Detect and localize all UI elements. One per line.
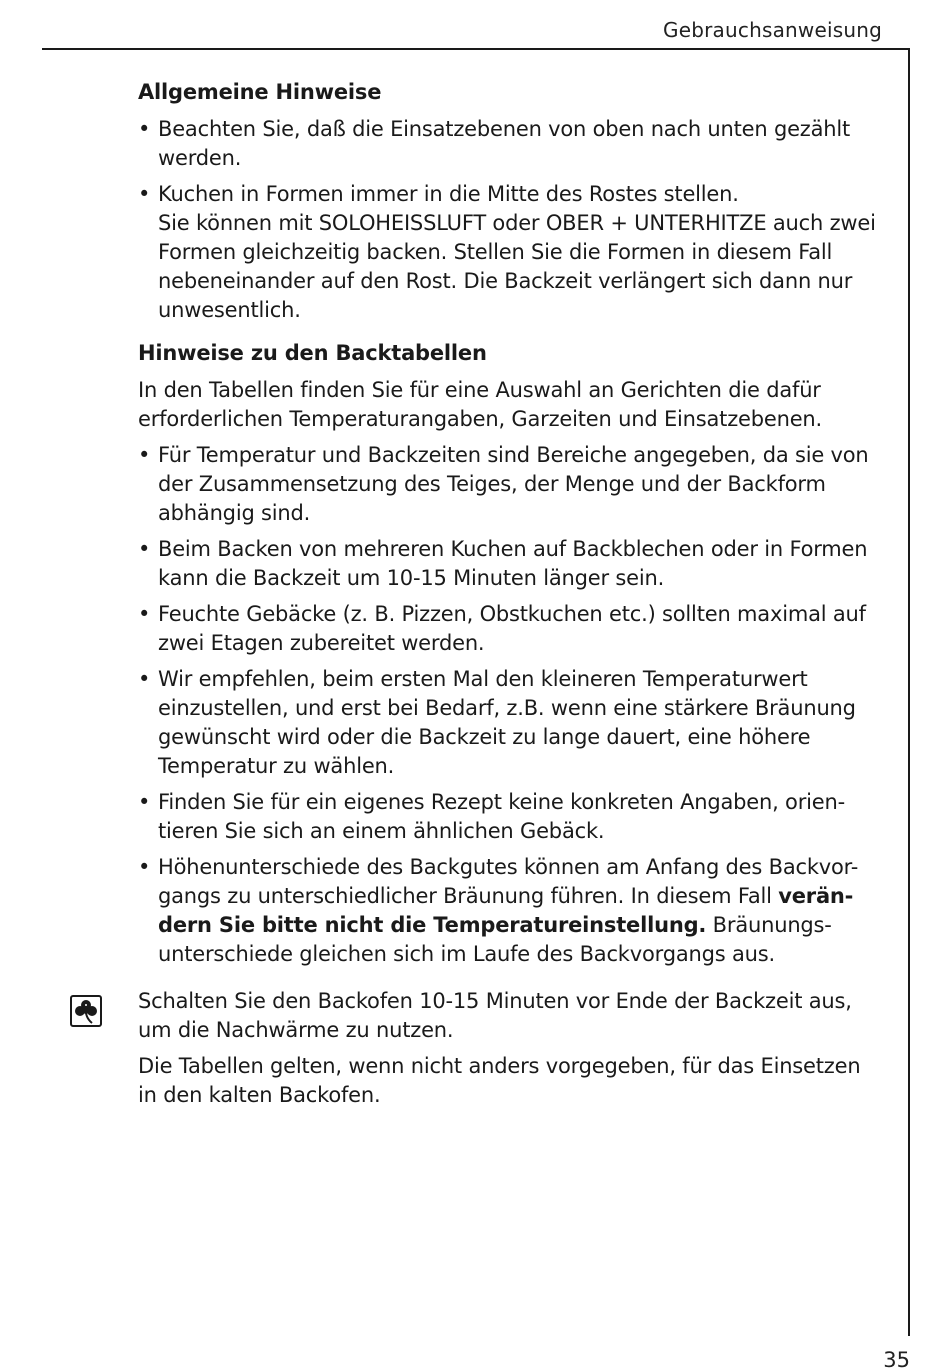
intro-paragraph: In den Tabellen finden Sie für eine Auswahl an Gerichten die dafür erforderlichen Temperaturangaben, Garzeiten und Einsatzebenen.: [138, 378, 823, 431]
list-item: [138, 115, 880, 173]
list-item-text: Beim Backen von mehreren Kuchen auf Backblechen oder in Formen kann die Backzeit um 10-15 Minuten länger sein.: [158, 537, 868, 590]
emphasis-text: verän-dern Sie bitte nicht die Temperatureinstellung.: [158, 884, 854, 937]
list-item-text: Wir empfehlen, beim ersten Mal den kleineren Temperaturwert einzustellen, und erst bei Bedarf, z.B. wenn eine stärkere Bräunung gewünscht wird oder die Backzeit zu lange dauert, eine höhere Temperatur zu wählen.: [158, 667, 856, 778]
list-item-text-before: Höhenunterschiede des Backgutes können am Anfang des Backvor-gangs zu unterschiedlicher Bräunung führen. In diesem Fall: [158, 855, 859, 908]
general-notes-list: [138, 115, 880, 325]
margin-rule: [908, 48, 910, 1336]
list-item: [138, 441, 880, 528]
list-item: [138, 180, 880, 325]
list-item: [138, 788, 880, 846]
list-item: [138, 535, 880, 593]
section-heading-baking-tables: Hinweise zu den Backtabellen: [138, 341, 487, 365]
list-item-text: Für Temperatur und Backzeiten sind Bereiche angegeben, da sie von der Zusammensetzung des Teiges, der Menge und der Backform abhängig sind.: [158, 443, 869, 525]
list-item: [138, 853, 880, 969]
baking-table-notes-list: [138, 441, 880, 969]
list-item-text: • Kuchen in Formen immer in die Mitte des Rostes stellen.: [158, 182, 739, 206]
list-item: [138, 665, 880, 781]
list-item-text: Feuchte Gebäcke (z. B. Pizzen, Obstkuchen etc.) sollten maximal auf zwei Etagen zubereitet werden.: [158, 602, 866, 655]
header-rule: [42, 48, 910, 50]
list-item-text: Finden Sie für ein eigenes Rezept keine konkreten Angaben, orien-tieren Sie sich an einem ähnlichen Gebäck.: [158, 790, 845, 843]
list-item-text-after: Bräunungs-unterschiede gleichen sich im Laufe des Backvorgangs aus.: [158, 913, 832, 966]
cloverleaf-icon: [70, 995, 102, 1027]
list-item-text: Sie können mit SOLOHEISSLUFT oder OBER + UNTERHITZE auch zwei Formen gleichzeitig backen. Stellen Sie die Formen in diesem Fall nebeneinander auf den Rost. Die Backzeit verlängert sich dann nur unwesentlich.: [158, 211, 876, 322]
tip-text: Schalten Sie den Backofen 10-15 Minuten vor Ende der Backzeit aus, um die Nachwärme zu nutzen.: [138, 989, 852, 1042]
closing-paragraph: Die Tabellen gelten, wenn nicht anders vorgegeben, für das Einsetzen in den kalten Backofen.: [138, 1054, 861, 1107]
page-content: [138, 78, 880, 1117]
page-header-title: Gebrauchsanweisung: [663, 18, 882, 42]
page-number: 35: [883, 1348, 910, 1372]
list-item-text: Beachten Sie, daß die Einsatzebenen von oben nach unten gezählt werden.: [158, 117, 851, 170]
list-item: [138, 600, 880, 658]
energy-tip: [138, 987, 880, 1045]
section-heading-general: Allgemeine Hinweise: [138, 80, 382, 104]
